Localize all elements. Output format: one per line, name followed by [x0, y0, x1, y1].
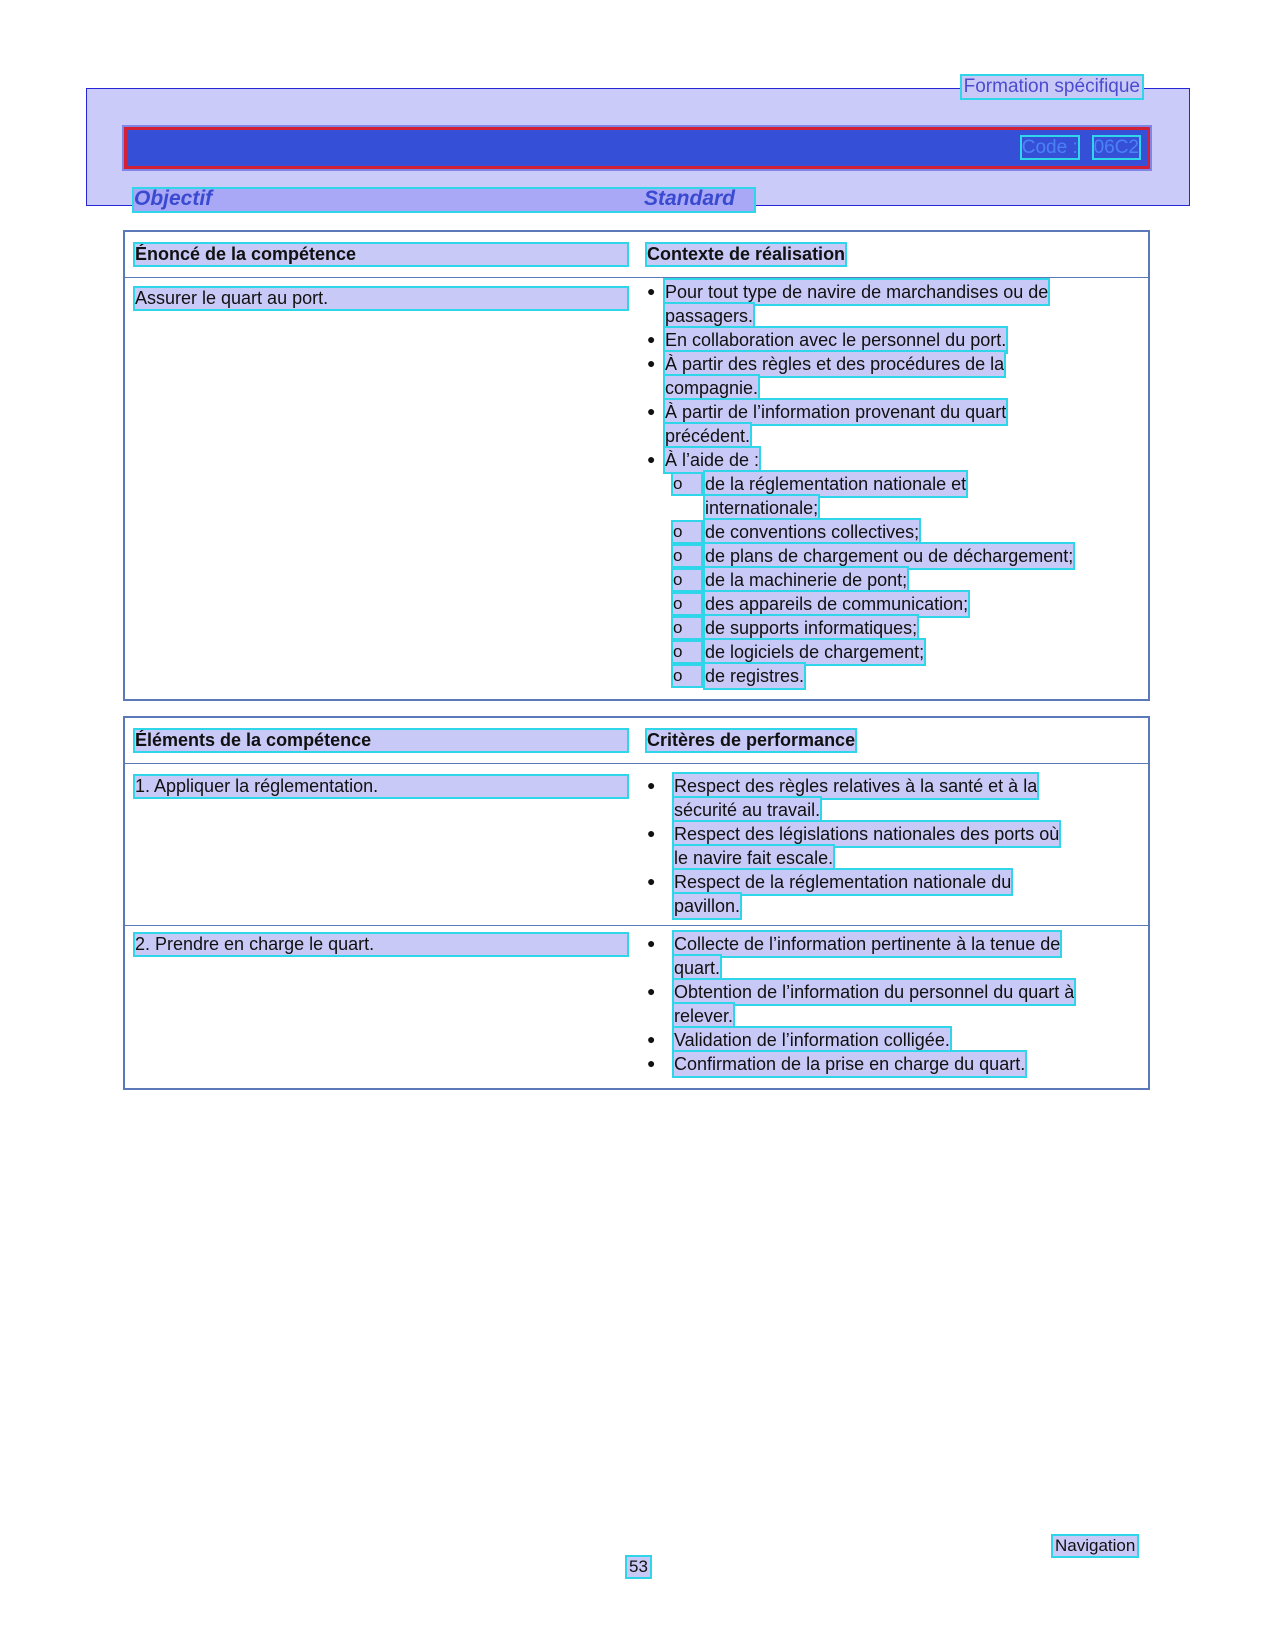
sub-bullet-icon: o — [673, 642, 701, 662]
elements-criteria-table — [123, 716, 1150, 1090]
context-item-line: passagers. — [665, 306, 754, 326]
bullet-icon: ● — [647, 1055, 656, 1071]
row-divider — [125, 925, 1148, 926]
criterion-line: relever. — [674, 1006, 734, 1026]
bullet-icon: ● — [647, 403, 656, 419]
bullet-icon: ● — [647, 983, 656, 999]
standard-label: Standard — [644, 187, 736, 210]
criterion-line: Respect des règles relatives à la santé et à la — [674, 776, 1038, 796]
context-item-line: compagnie. — [665, 378, 759, 398]
criterion-line: Respect de la réglementation nationale du — [674, 872, 1012, 892]
criterion-line: Obtention de l’information du personnel du quart à — [674, 982, 1075, 1002]
code-bar — [124, 127, 1150, 169]
criterion-line: quart. — [674, 958, 721, 978]
bullet-icon: ● — [647, 331, 656, 347]
section-label: Formation spécifique — [963, 76, 1140, 97]
bullet-icon: ● — [647, 283, 656, 299]
sub-item-line: de conventions collectives; — [705, 522, 920, 542]
context-item-line: À l’aide de : — [665, 450, 760, 470]
sub-item-line: de registres. — [705, 666, 805, 686]
criterion-line: sécurité au travail. — [674, 800, 821, 820]
bullet-icon: ● — [647, 935, 656, 951]
competence-element: 1. Appliquer la réglementation. — [135, 776, 627, 797]
bullet-icon: ● — [647, 777, 656, 793]
criteria-header: Critères de performance — [647, 730, 856, 750]
criterion-line: le navire fait escale. — [674, 848, 834, 868]
competence-statement: Assurer le quart au port. — [135, 288, 627, 309]
competence-element: 2. Prendre en charge le quart. — [135, 934, 627, 955]
page-number: 53 — [629, 1557, 648, 1576]
table2-header-row — [125, 718, 1148, 764]
bullet-icon: ● — [647, 1031, 656, 1047]
bullet-icon: ● — [647, 451, 656, 467]
criterion-line: pavillon. — [674, 896, 741, 916]
sub-item-line: de logiciels de chargement; — [705, 642, 925, 662]
sub-bullet-icon: o — [673, 594, 701, 614]
navigation-link[interactable]: Navigation — [1055, 1536, 1136, 1555]
sub-bullet-icon: o — [673, 474, 701, 494]
objectif-label: Objectif — [134, 187, 213, 210]
sub-bullet-icon: o — [673, 522, 701, 542]
bullet-icon: ● — [647, 825, 656, 841]
code-label — [1022, 137, 1139, 159]
sub-bullet-icon: o — [673, 546, 701, 566]
sub-item-line: internationale; — [705, 498, 819, 518]
competence-context-table — [123, 230, 1150, 701]
context-item-line: En collaboration avec le personnel du port. — [665, 330, 1007, 350]
sub-item-line: de plans de chargement ou de déchargement; — [705, 546, 1074, 566]
sub-bullet-icon: o — [673, 570, 701, 590]
criterion-line: Confirmation de la prise en charge du quart. — [674, 1054, 1026, 1074]
context-item-line: précédent. — [665, 426, 751, 446]
sub-item-line: de la réglementation nationale et — [705, 474, 967, 494]
sub-item-line: des appareils de communication; — [705, 594, 969, 614]
code-label-text: Code : — [1021, 137, 1078, 158]
objective-standard-row — [134, 189, 754, 211]
context-item-line: Pour tout type de navire de marchandises ou de — [665, 282, 1049, 302]
sub-item-line: de supports informatiques; — [705, 618, 918, 638]
criterion-line: Collecte de l’information pertinente à la tenue de — [674, 934, 1061, 954]
table1-header-row — [125, 232, 1148, 278]
criterion-line: Respect des législations nationales des ports où — [674, 824, 1060, 844]
sub-bullet-icon: o — [673, 666, 701, 686]
context-item-line: À partir de l’information provenant du quart — [665, 402, 1007, 422]
context-item-line: À partir des règles et des procédures de la — [665, 354, 1005, 374]
bullet-icon: ● — [647, 355, 656, 371]
statement-header: Énoncé de la compétence — [135, 244, 627, 265]
context-header: Contexte de réalisation — [647, 244, 846, 264]
elements-header: Éléments de la compétence — [135, 730, 627, 751]
bullet-icon: ● — [647, 873, 656, 889]
sub-item-line: de la machinerie de pont; — [705, 570, 908, 590]
criterion-line: Validation de l’information colligée. — [674, 1030, 950, 1050]
code-value: 06C2 — [1093, 137, 1139, 158]
sub-bullet-icon: o — [673, 618, 701, 638]
